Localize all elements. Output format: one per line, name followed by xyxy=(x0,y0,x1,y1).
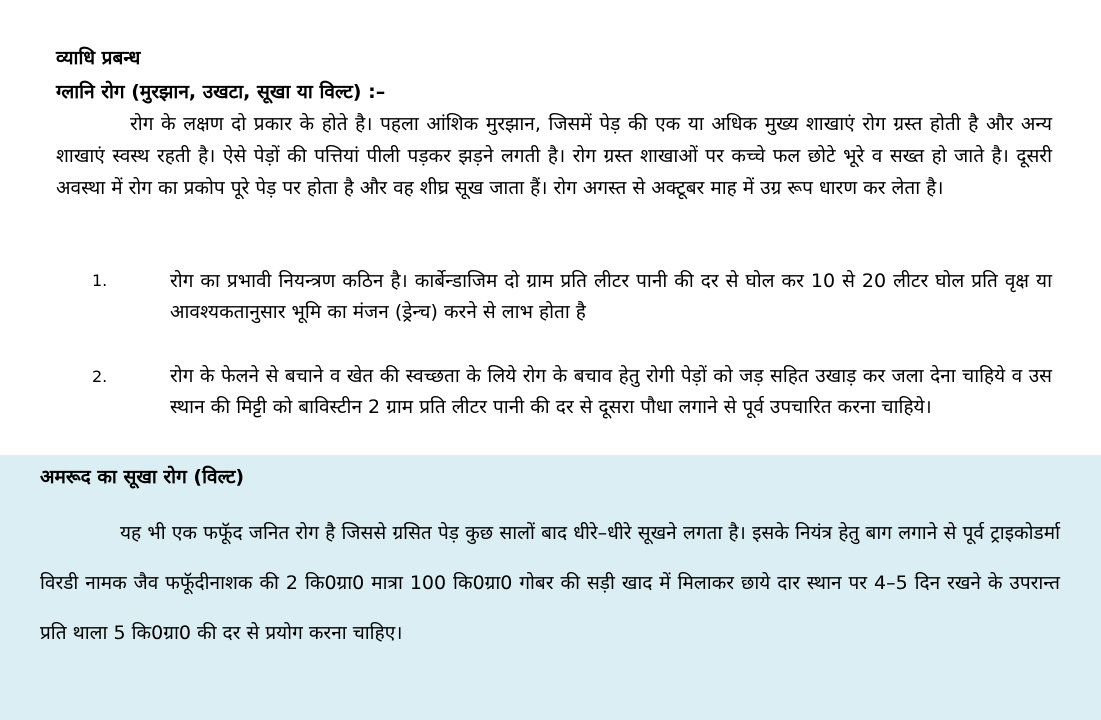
section-heading: व्याधि प्रबन्ध xyxy=(56,47,141,69)
wilt-disease-heading: ग्लानि रोग (मुरझान, उखटा, सूखा या विल्ट) :– xyxy=(56,81,386,103)
wilt-disease-description xyxy=(56,108,1052,204)
guava-wilt-heading: अमरूद का सूखा रोग (विल्ट) xyxy=(40,466,245,488)
list-item: रोग के फेलने से बचाने व खेत की स्वच्छता के लिये रोग के बचाव हेतु रोगी पेड़ों को जड़ सहित उखाड़ कर जला देना चाहिये व उस स्थान की मिट्टी को बाविस्टीन 2 ग्राम प्रति लीटर पानी की दर से दूसरा पौधा लगाने से पूर्व उपचारित करना चाहिये। xyxy=(170,365,1052,418)
list-item: रोग का प्रभावी नियन्त्रण कठिन है। कार्बेन्डाजिम दो ग्राम प्रति लीटर पानी की दर से घोल कर 10 से 20 लीटर घोल प्रति वृक्ष या आवश्यकतानुसार भूमि का मंजन (ड्रेन्च) करने से लाभ होता है xyxy=(170,270,1052,323)
guava-wilt-section xyxy=(0,455,1101,720)
guava-wilt-description xyxy=(40,508,1060,658)
guava-wilt-description-text: यह भी एक फफूॅद जनित रोग है जिससे ग्रसित पेड़ कुछ सालों बाद धीरे–धीरे सूखने लगता है। इसके नियंत्र हेतु बाग लगाने से पूर्व ट्राइकोडर्मा विरडी नामक जैव फफूॅदीनाशक की 2 कि0ग्रा0 मात्रा 100 कि0ग्रा0 गोबर की सड़ी खाद में मिलाकर छाये दार स्थान पर 4–5 दिन रखने के उपरान्त प्रति थाला 5 कि0ग्रा0 की दर से प्रयोग करना चाहिए। xyxy=(40,522,1060,644)
list-item-number: 2. xyxy=(92,367,108,386)
wilt-disease-description-text: रोग के लक्षण दो प्रकार के होते है। पहला आंशिक मुरझान, जिसमें पेड़ की एक या अधिक मुख्य शाखाएं रोग ग्रस्त होती है और अन्य शाखाएं स्वस्थ रहती है। ऐसे पेड़ों की पत्तियां पीली पड़कर झड़ने लगती है। रोग ग्रस्त शाखाओं पर कच्चे फल छोटे भूरे व सख्त हो जाते है। दूसरी अवस्था में रोग का प्रकोप पूरे पेड़ पर होता है और वह शीघ्र सूख जाता हैं। रोग अगस्त से अक्टूबर माह में उग्र रूप धारण कर लेता है। xyxy=(56,113,1052,199)
list-item-number: 1. xyxy=(92,271,108,290)
